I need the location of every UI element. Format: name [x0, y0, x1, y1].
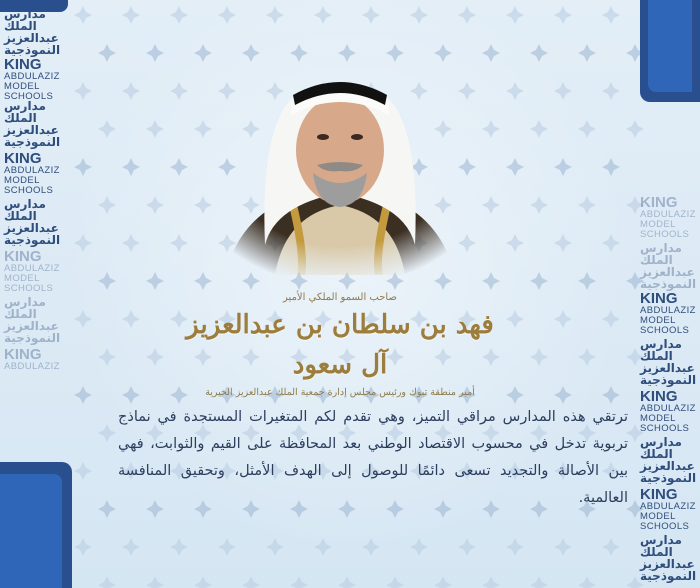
star-icon — [554, 386, 572, 404]
star-icon — [146, 348, 164, 366]
title-block — [170, 292, 510, 398]
star-icon — [314, 538, 332, 556]
star-icon — [170, 6, 188, 24]
star-icon — [146, 576, 164, 588]
star-icon — [602, 6, 620, 24]
star-icon — [98, 424, 116, 442]
star-icon — [482, 196, 500, 214]
star-icon — [530, 348, 548, 366]
star-icon — [74, 158, 92, 176]
star-icon — [554, 6, 572, 24]
star-icon — [506, 158, 524, 176]
star-icon — [578, 44, 596, 62]
star-icon — [362, 6, 380, 24]
star-icon — [578, 120, 596, 138]
star-icon — [146, 272, 164, 290]
person-name: فهد بن سلطان بن عبدالعزيز آل سعود — [186, 310, 494, 380]
star-icon — [362, 538, 380, 556]
star-icon — [290, 576, 308, 588]
star-icon — [602, 538, 620, 556]
star-icon — [602, 310, 620, 328]
star-icon — [458, 6, 476, 24]
star-icon — [122, 234, 140, 252]
star-icon — [74, 310, 92, 328]
brand-logo-arabic: مدارس الملك عبدالعزيز النموذجية — [640, 435, 697, 485]
star-icon — [410, 538, 428, 556]
star-icon — [98, 120, 116, 138]
star-icon — [554, 234, 572, 252]
star-icon — [530, 576, 548, 588]
star-icon — [74, 538, 92, 556]
star-icon — [74, 82, 92, 100]
brand-logo-english: KING ABDULAZIZ MODEL SCHOOLS — [4, 150, 60, 196]
star-icon — [218, 6, 236, 24]
star-icon — [266, 538, 284, 556]
brand-logo-english: KING ABDULAZIZ MODEL SCHOOLS — [640, 388, 696, 434]
star-icon — [506, 82, 524, 100]
star-icon — [386, 576, 404, 588]
star-icon — [170, 234, 188, 252]
brand-logo-english: KING ABDULAZIZ — [4, 346, 60, 372]
star-icon — [554, 82, 572, 100]
brand-logo-english: KING ABDULAZIZ MODEL SCHOOLS — [640, 486, 696, 532]
star-icon — [482, 120, 500, 138]
star-icon — [602, 82, 620, 100]
star-icon — [122, 538, 140, 556]
brand-logo-arabic: مدارس الملك عبدالعزيز النموذجية — [640, 241, 697, 291]
star-icon — [146, 44, 164, 62]
star-icon — [74, 234, 92, 252]
star-icon — [338, 576, 356, 588]
star-icon — [554, 310, 572, 328]
brand-strip-left — [0, 0, 70, 588]
brand-logo-english: KING ABDULAZIZ MODEL SCHOOLS — [4, 56, 60, 102]
star-icon — [602, 234, 620, 252]
star-icon — [218, 538, 236, 556]
star-icon — [314, 6, 332, 24]
star-icon — [194, 576, 212, 588]
star-icon — [578, 576, 596, 588]
brand-logo-english: KING ABDULAZIZ MODEL SCHOOLS — [640, 290, 696, 336]
star-icon — [98, 196, 116, 214]
star-icon — [434, 576, 452, 588]
star-icon — [578, 196, 596, 214]
star-icon — [146, 196, 164, 214]
star-icon — [482, 576, 500, 588]
brand-logo-arabic: مدارس الملك عبدالعزيز النموذجية — [640, 337, 697, 387]
star-icon — [578, 348, 596, 366]
star-icon — [122, 386, 140, 404]
brand-logo-arabic: مدارس الملك عبدالعزيز النموذجية — [4, 197, 61, 247]
star-icon — [506, 234, 524, 252]
star-icon — [578, 272, 596, 290]
star-icon — [98, 44, 116, 62]
brand-logo-arabic: مدارس الملك عبدالعزيز النموذجية — [4, 7, 61, 57]
star-icon — [506, 6, 524, 24]
star-icon — [122, 82, 140, 100]
brand-logo-arabic: مدارس الملك عبدالعزيز النموذجية — [4, 295, 61, 345]
star-icon — [170, 82, 188, 100]
brand-logo-english: KING ABDULAZIZ MODEL SCHOOLS — [4, 248, 60, 294]
star-icon — [74, 462, 92, 480]
star-icon — [482, 272, 500, 290]
honorific-title: صاحب السمو الملكي الأمير — [283, 292, 397, 303]
star-icon — [530, 120, 548, 138]
star-icon — [266, 6, 284, 24]
star-icon — [554, 158, 572, 176]
brand-logo-english: KING ABDULAZIZ MODEL SCHOOLS — [640, 194, 696, 240]
portrait-photo — [205, 55, 475, 275]
star-icon — [98, 500, 116, 518]
body-paragraph: ترتقي هذه المدارس مراقي التميز، وهي تقدم لكم المتغيرات المستجدة في نماذج تربوية تدخل في محسوب الاقتصاد الوطني بعد المحافظة على القيم والثوابت، فهي بين الأصالة والتجديد تسعى دائمًا للوصول إلى الهدف الأمثل، وتحقيق المنافسة العالمية. — [118, 409, 628, 506]
positions-subtitle: أمير منطقة تبوك ورئيس مجلس إدارة جمعية الملك عبدالعزيز الخيرية — [205, 387, 475, 398]
star-icon — [122, 310, 140, 328]
star-icon — [410, 6, 428, 24]
star-icon — [530, 44, 548, 62]
star-icon — [506, 538, 524, 556]
brand-logo-arabic: مدارس الملك عبدالعزيز النموذجية — [4, 99, 61, 149]
star-icon — [74, 386, 92, 404]
star-icon — [602, 386, 620, 404]
brand-logo-arabic: مدارس الملك عبدالعزيز النموذجية — [640, 533, 697, 583]
brand-strip-right — [638, 0, 700, 588]
star-icon — [170, 538, 188, 556]
star-icon — [170, 158, 188, 176]
star-icon — [122, 6, 140, 24]
star-icon — [146, 120, 164, 138]
star-icon — [242, 576, 260, 588]
star-icon — [554, 538, 572, 556]
star-icon — [74, 6, 92, 24]
star-icon — [98, 272, 116, 290]
star-icon — [602, 158, 620, 176]
star-icon — [98, 348, 116, 366]
star-icon — [530, 272, 548, 290]
star-icon — [122, 158, 140, 176]
star-icon — [98, 576, 116, 588]
star-icon — [482, 44, 500, 62]
star-icon — [458, 538, 476, 556]
star-icon — [530, 196, 548, 214]
